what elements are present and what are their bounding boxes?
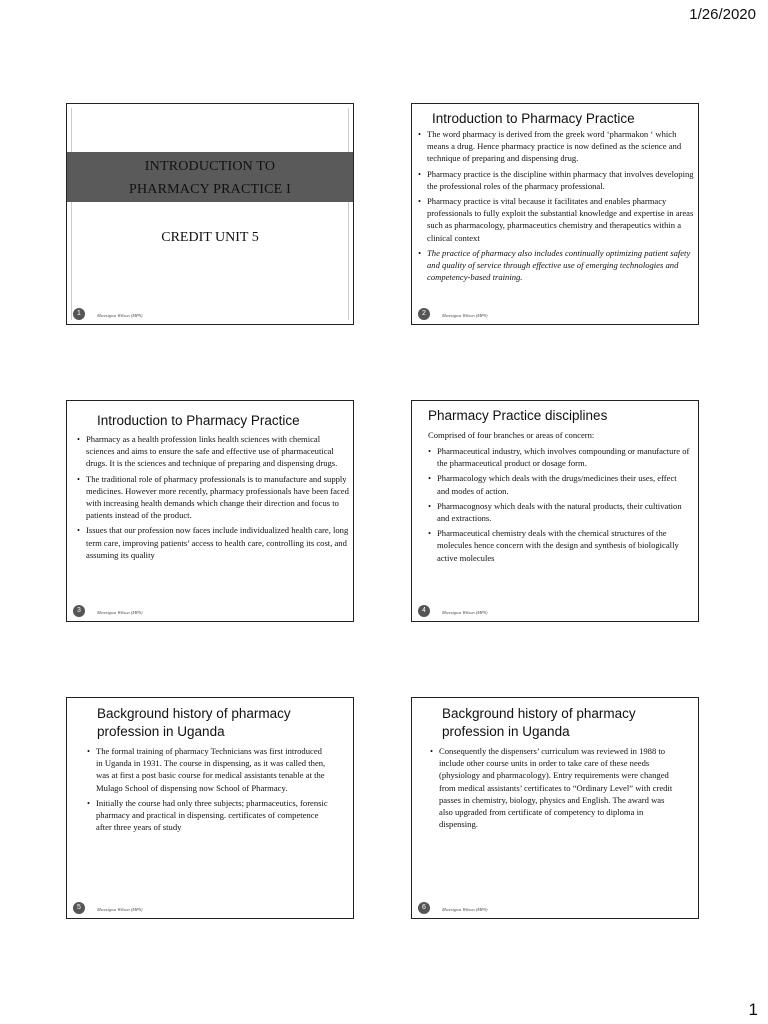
bullet-item: • Pharmacy practice is vital because it facilitates and enables pharmacy professionals to fully exploit the substantial knowledge and expertise in areas such as pharmacology, pharmaceutics chemistry and therapeutics within a clinical context xyxy=(418,195,694,244)
slide-frame xyxy=(71,108,349,320)
bullet-item: • Pharmacognosy which deals with the natural products, their cultivation and extractions. xyxy=(428,500,690,524)
bullet-item: • Consequently the dispensers’ curriculum was reviewed in 1988 to include other course units in order to take care of these needs (physiology and pharmacology). Entry requirements were changed from medical assistants’ certificates to “Ordinary Level” with credit passes in chemistry, biology, physics and English. The award was also upgraded from certificate of competency to diploma in dispensing. xyxy=(430,745,680,830)
slide-title-line-2: profession in Uganda xyxy=(442,724,570,739)
page-date: 1/26/2020 xyxy=(689,6,756,23)
bullet-item: • Initially the course had only three subjects; pharmaceutics, forensic pharmacy and practical in dispensing. certificates of competence after three years of study xyxy=(87,797,329,834)
slide-intro-text: Comprised of four branches or areas of concern: xyxy=(428,430,595,440)
bullet-item: • Pharmaceutical chemistry deals with the chemical structures of the molecules hence concern with the design and synthesis of biologically active molecules xyxy=(428,527,690,564)
slide-title-line-2: profession in Uganda xyxy=(97,724,225,739)
slide-3 xyxy=(66,400,354,622)
slide-author: Mwesigwa Wilson (MPS) xyxy=(442,610,488,615)
slide-1 xyxy=(66,103,354,325)
bullet-list xyxy=(87,745,329,836)
slide-title-line-1: Background history of pharmacy xyxy=(97,706,291,721)
slide-number-badge: 5 xyxy=(73,902,85,914)
slide-number-badge: 6 xyxy=(418,902,430,914)
bullet-item: • Pharmacy as a health profession links health sciences with chemical sciences and aims to ensure the safe and effective use of pharmaceutical drugs. It is the sciences and technique of preparing and dispensing drugs. xyxy=(77,433,349,470)
bullet-item: • The formal training of pharmacy Technicians was first introduced in Uganda in 1931. The course in dispensing, as it was called then, was at first a post basic course for medical assistants tenable at the Mulago School of dispensing now School of Pharmacy. xyxy=(87,745,329,794)
slide-author: Mwesigwa Wilson (MPS) xyxy=(442,907,488,912)
slide-author: Mwesigwa Wilson (MPS) xyxy=(442,313,488,318)
bullet-item: • Pharmaceutical industry, which involves compounding or manufacture of the pharmaceutical product or dosage form. xyxy=(428,445,690,469)
slide-author: Mwesigwa Wilson (MPS) xyxy=(97,610,143,615)
slide-number-badge: 2 xyxy=(418,308,430,320)
bullet-item: • The traditional role of pharmacy professionals is to manufacture and supply medicines. However more recently, pharmacy professionals have been faced with increasing health demands which change their direction and focus to patients instead of the product. xyxy=(77,473,349,522)
slide-title: Introduction to Pharmacy Practice xyxy=(432,111,635,126)
bullet-item: • Pharmacy practice is the discipline within pharmacy that involves developing the professional roles of the pharmacy professional. xyxy=(418,168,694,192)
slide-5 xyxy=(66,697,354,919)
slide-subtitle: CREDIT UNIT 5 xyxy=(161,230,259,245)
bullet-item: • The practice of pharmacy also includes continually optimizing patient safety and quality of service through effective use of emerging technologies and competency-based training. xyxy=(418,247,694,284)
bullet-item: • The word pharmacy is derived from the greek word ‘pharmakon ‘ which means a drug. Hence pharmacy practice is now defined as the science and technique of preparing and dispensing drug. xyxy=(418,128,694,165)
title-band xyxy=(67,152,353,202)
bullet-list xyxy=(430,745,680,833)
bullet-list xyxy=(418,128,694,286)
bullet-list xyxy=(428,445,690,567)
slide-number-badge: 3 xyxy=(73,605,85,617)
bullet-list xyxy=(77,433,349,564)
slide-title: Pharmacy Practice disciplines xyxy=(428,408,608,423)
slide-title-line-1: INTRODUCTION TO xyxy=(144,159,276,174)
slide-2 xyxy=(411,103,699,325)
slide-title: Introduction to Pharmacy Practice xyxy=(97,413,300,428)
slide-author: Mwesigwa Wilson (MPS) xyxy=(97,313,143,318)
slide-6 xyxy=(411,697,699,919)
bullet-item: • Issues that our profession now faces include individualized health care, long term care, improving patients’ access to health care, controlling its cost, and assuming its quality xyxy=(77,524,349,561)
slide-title-line-2: PHARMACY PRACTICE I xyxy=(129,182,291,197)
slide-4 xyxy=(411,400,699,622)
page-number: 1 xyxy=(748,1000,758,1019)
slide-number-badge: 1 xyxy=(73,308,85,320)
slide-title-line-1: Background history of pharmacy xyxy=(442,706,636,721)
slide-author: Mwesigwa Wilson (MPS) xyxy=(97,907,143,912)
bullet-item: • Pharmacology which deals with the drugs/medicines their uses, effect and modes of action. xyxy=(428,472,690,496)
slide-number-badge: 4 xyxy=(418,605,430,617)
